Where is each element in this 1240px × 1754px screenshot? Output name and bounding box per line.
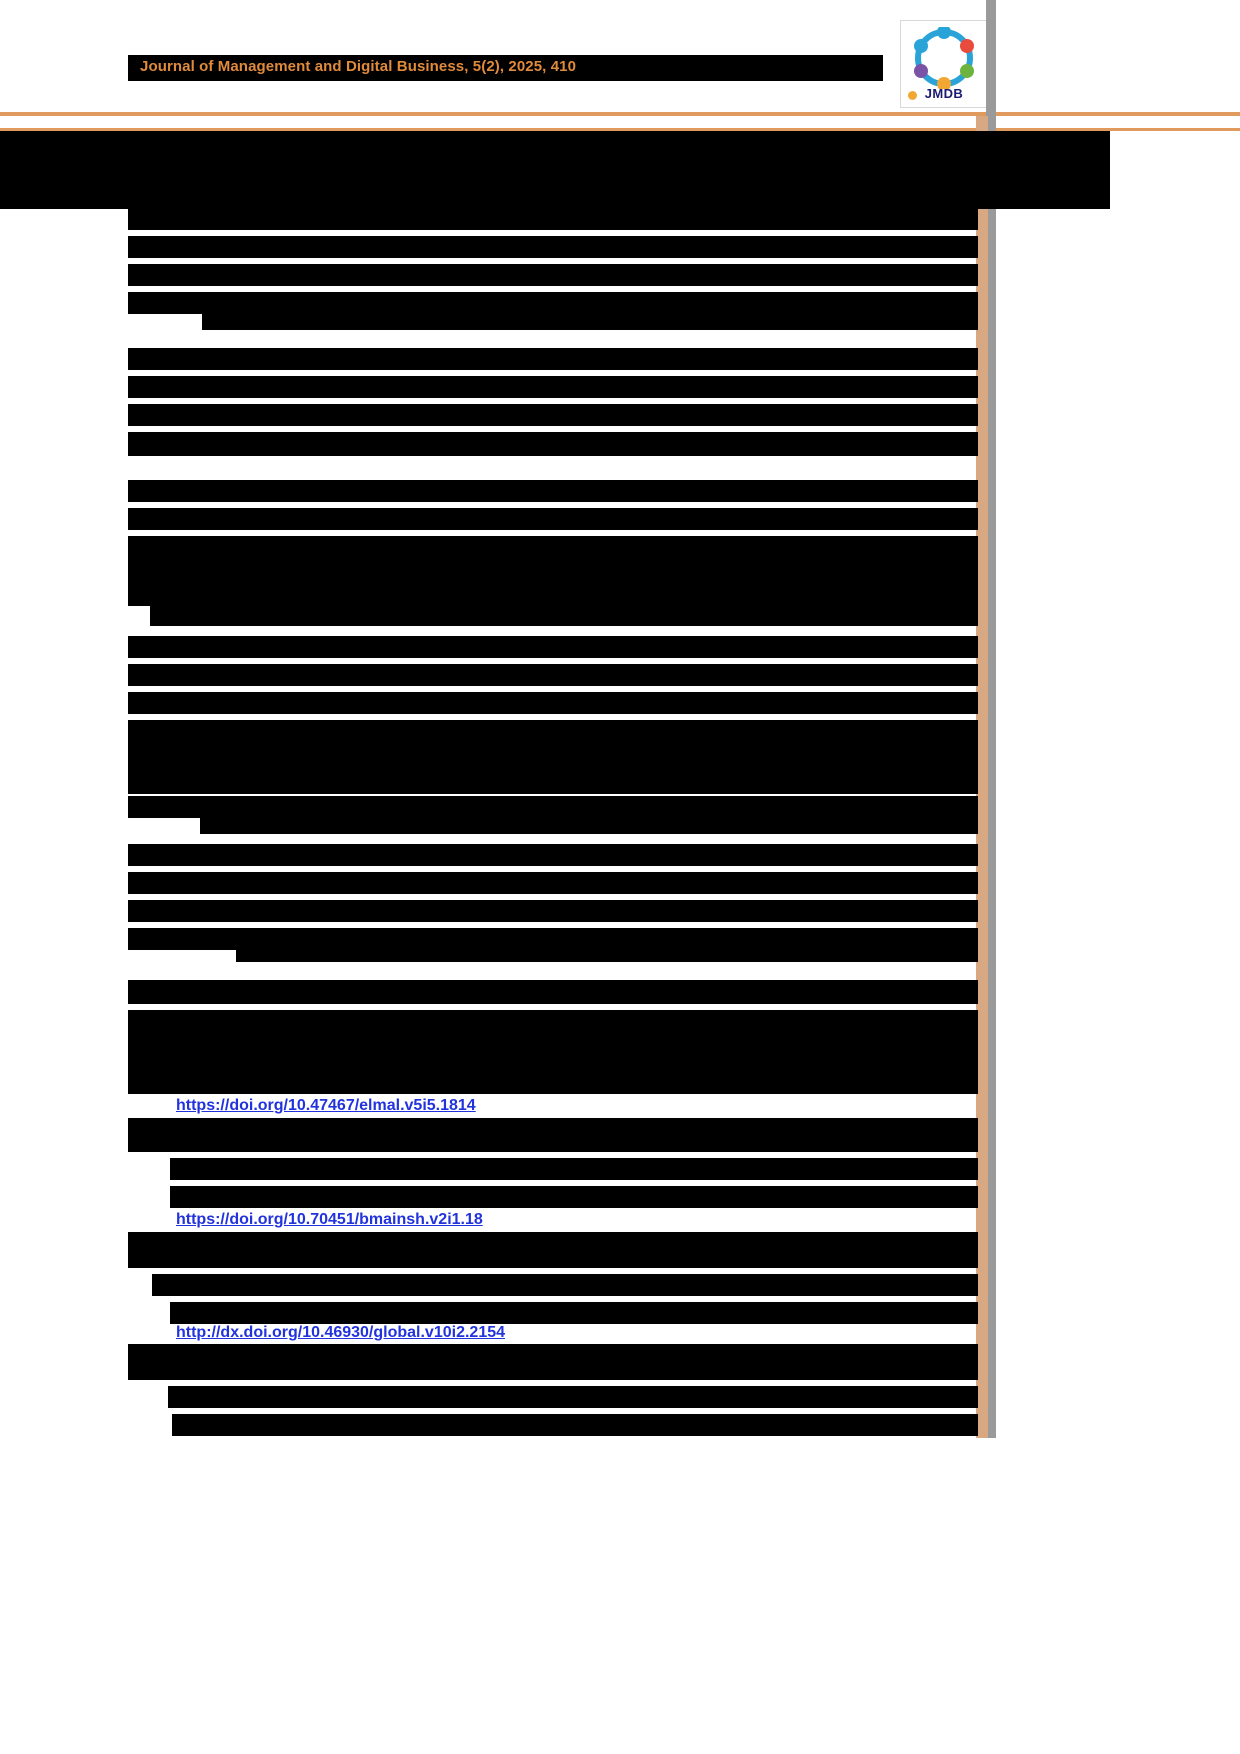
redaction-block — [128, 508, 316, 530]
redaction-block — [128, 1358, 184, 1380]
redaction-block — [128, 872, 150, 894]
redaction-block — [128, 536, 978, 594]
redaction-block — [168, 1386, 194, 1408]
redaction-block — [400, 844, 978, 866]
redaction-block — [170, 1186, 194, 1208]
redaction-block — [128, 1044, 978, 1094]
redaction-block — [128, 980, 978, 1004]
reference-link-3[interactable]: http://dx.doi.org/10.46930/global.v10i2.2154 — [176, 1324, 506, 1341]
redaction-block — [128, 208, 180, 230]
redaction-block — [0, 131, 1110, 209]
reference-link-2[interactable]: https://doi.org/10.70451/bmainsh.v2i1.18 — [176, 1211, 483, 1228]
redaction-block — [128, 1130, 188, 1152]
redaction-block — [316, 348, 978, 370]
redaction-block — [390, 236, 978, 258]
redaction-block — [200, 796, 978, 834]
redaction-block — [128, 432, 238, 456]
redaction-block — [128, 692, 192, 714]
redaction-block — [194, 1386, 978, 1408]
journal-logo — [900, 20, 988, 108]
redaction-block — [128, 664, 160, 686]
redaction-block — [152, 1274, 186, 1296]
redaction-block — [188, 1130, 978, 1152]
jmdb-ring-icon — [911, 27, 977, 89]
redaction-block — [194, 1158, 978, 1180]
redaction-block — [156, 1010, 978, 1044]
redaction-block — [128, 636, 160, 658]
redaction-block — [128, 900, 158, 922]
logo-caption: JMDB — [924, 86, 964, 101]
redaction-block — [170, 1158, 194, 1180]
running-title: Journal of Management and Digital Business, 5(2), 2025, 410 — [140, 58, 577, 75]
redaction-block — [194, 1186, 978, 1208]
redaction-block — [128, 404, 308, 426]
redaction-block — [194, 1302, 978, 1324]
redaction-block — [212, 376, 978, 398]
redaction-block — [128, 928, 236, 950]
redaction-block — [128, 592, 150, 606]
redaction-block — [208, 264, 978, 286]
redaction-block — [128, 796, 200, 818]
redaction-block — [236, 928, 978, 962]
redaction-block — [158, 900, 978, 922]
redaction-block — [128, 844, 400, 866]
redaction-block — [128, 264, 208, 286]
redaction-block — [128, 292, 202, 314]
redaction-block — [308, 404, 978, 426]
redaction-block — [316, 508, 978, 530]
redaction-block — [192, 692, 978, 714]
redaction-block — [128, 348, 316, 370]
reference-link-1[interactable]: https://doi.org/10.47467/elmal.v5i5.1814 — [176, 1097, 476, 1114]
redaction-block — [184, 1358, 978, 1380]
redaction-block — [150, 872, 978, 894]
redaction-block — [186, 1274, 978, 1296]
redaction-block — [128, 236, 390, 258]
redaction-block — [128, 1246, 180, 1268]
redaction-block — [202, 292, 978, 330]
redaction-block — [172, 1414, 202, 1436]
redaction-block — [238, 432, 978, 456]
redaction-block — [180, 208, 978, 230]
redaction-block — [128, 376, 212, 398]
redaction-block — [160, 636, 978, 658]
redaction-block — [150, 592, 978, 626]
redaction-block — [128, 720, 978, 794]
redaction-block — [160, 664, 978, 686]
redaction-block — [128, 480, 978, 502]
redaction-block — [170, 1302, 194, 1324]
header-rule-top — [0, 112, 1240, 116]
redaction-block — [128, 1010, 156, 1044]
redaction-block — [180, 1246, 978, 1268]
redaction-block — [202, 1414, 978, 1436]
